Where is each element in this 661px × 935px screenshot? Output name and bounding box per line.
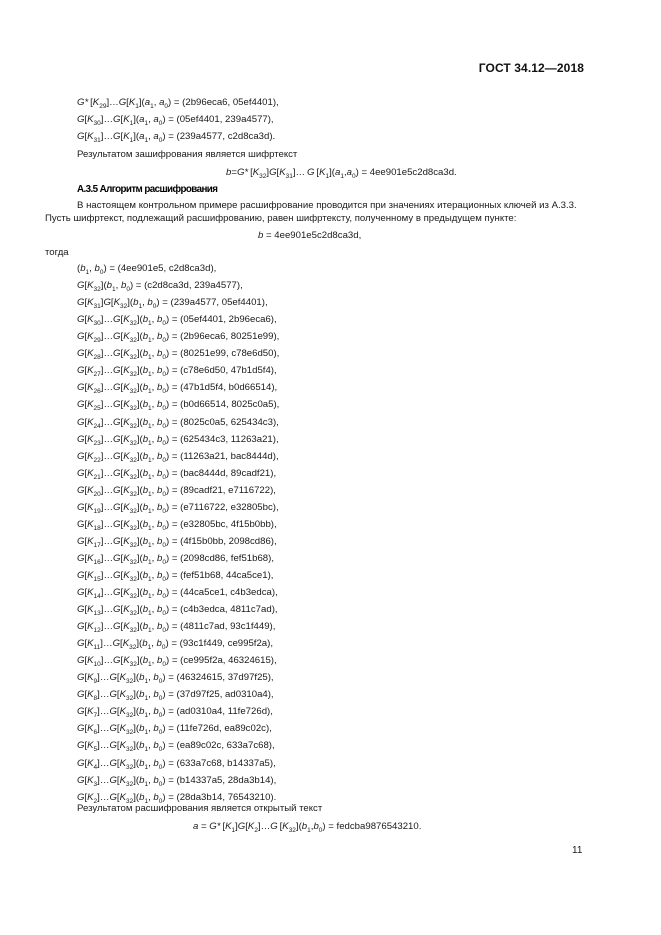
- ciphertext-value: b = 4ee901e5c2d8ca3d,: [258, 230, 362, 241]
- encryption-result-intro: Результатом зашифрования является шифртекст: [77, 149, 298, 160]
- section-paragraph-2: Пусть шифртекст, подлежащий расшифрованию, равен шифртексту, полученному в предыдущем пункте:: [45, 213, 517, 224]
- decryption-step: $G[K_5]\dots G[K_{32}](b_1$, $b_0) = (ea89c02c$, 633a7c68),: [77, 740, 275, 754]
- decryption-step: $G[K_{21}]\dots G[K_{32}](b_1$, $b_0) = (bac8444d$, 89cadf21),: [77, 467, 277, 481]
- decryption-step: $G[K_9]\dots G[K_{32}](b_1$, $b_0) = (46324615$, 37d97f25),: [77, 672, 274, 686]
- encryption-step-30: $G[K_{30}]\dots G[K_1](a_1$, $a_0) = (05ef4401$, 239a4577),: [77, 114, 274, 127]
- decryption-step: $G[K_8]\dots G[K_{32}](b_1$, $b_0) = (37d97f25$, ad0310a4),: [77, 689, 274, 703]
- then-label: тогда: [45, 247, 69, 258]
- decryption-step: $G[K_{16}]\dots G[K_{32}](b_1$, $b_0) = (2098cd86$, fef51b68),: [77, 552, 275, 566]
- decryption-step: $G[K_{25}]\dots G[K_{32}](b_1$, $b_0) = (b0d66514$, 8025c0a5),: [77, 399, 280, 413]
- decryption-step: $G[K_{19}]\dots G[K_{32}](b_1$, $b_0) = (e7116722$, e32805bc),: [77, 501, 279, 515]
- section-paragraph-1: В настоящем контрольном примере расшифрование проводится при значениях итерационных ключей из А.3.3.: [77, 200, 577, 211]
- decryption-step: $G[K_{31}]G[K_{32}](b_1$, $b_0) = (239a4577$, 05ef4401),: [77, 297, 268, 311]
- decryption-step: $G[K_{20}]\dots G[K_{32}](b_1$, $b_0$) = (89cadf21, e7116722),: [77, 484, 276, 498]
- decryption-step: $G[K_{17}]\dots G[K_{32}](b_1$, $b_0) = (4f15b0bb$, 2098cd86),: [77, 535, 277, 549]
- encryption-step-31: $G[K_{31}]\dots G[K_1](a_1$, $a_0) = (239a4577$, c2d8ca3d).: [77, 131, 276, 144]
- page-number: 11: [572, 845, 583, 856]
- decryption-step: $G[K_{10}]\dots G[K_{32}](b_1$, $b_0) = (ce995f2a$, 46324615),: [77, 655, 277, 669]
- decryption-step: $G[K_{15}]\dots G[K_{32}](b_1$, $b_0) = (fef51b68$, 44ca5ce1),: [77, 569, 274, 583]
- decryption-step: $G[K_4]\dots G[K_{32}](b_1$, $b_0) = (633a7c68$, b14337a5),: [77, 757, 276, 771]
- decryption-result-intro: Результатом расшифрования является открытый текст: [77, 803, 323, 814]
- decryption-step: ($b_1$, $b_0) = (4ee901e5$, c2d8ca3d),: [77, 263, 217, 276]
- decryption-step: $G[K_{29}]\dots G[K_{32}](b_1$, $b_0) = (2b96eca6$, 80251e99),: [77, 331, 280, 345]
- decryption-step: $G[K_{18}]\dots G[K_{32}](b_1$, $b_0) = (e32805bc$, 4f15b0bb),: [77, 518, 277, 532]
- decryption-step: $G[K_{23}]\dots G[K_{32}](b_1$, $b_0) = (625434c3$, 11263a21),: [77, 433, 279, 447]
- decryption-step: $G[K_{26}]\dots G[K_{32}](b_1$, $b_0) = (47b1d5f4$, b0d66514),: [77, 382, 278, 396]
- decryption-step: $G[K_{32}](b_1$, $b_0) = (c2d8ca3d$, 239a4577),: [77, 280, 243, 294]
- decryption-step: $G[K_{22}]\dots G[K_{32}](b_1$, $b_0) = (11263a21$, bac8444d),: [77, 450, 279, 464]
- decryption-step: $G[K_{11}]\dots G[K_{32}](b_1$, $b_0) = (93c1f449$, ce995f2a),: [77, 638, 273, 652]
- decryption-step: $G[K_{12}]\dots G[K_{32}](b_1$, $b_0) = (4811c7ad$, 93c1f449),: [77, 621, 276, 634]
- decryption-step: $G[K_2]\dots G[K_{32}](b_1$, $b_0) = (28da3b14$, 76543210).: [77, 791, 277, 805]
- decryption-step: $G[K_{14}]\dots G[K_{32}](b_1$, $b_0) = (44ca5ce1$, c4b3edca),: [77, 587, 278, 600]
- decryption-step: $G[K_{30}]\dots G[K_{32}](b_1$, $b_0) = (05ef4401$, 2b96eca6),: [77, 314, 277, 328]
- decryption-step: $G[K_6]\dots G[K_{32}](b_1$, $b_0) = (11fe726d$, ea89c02c),: [77, 723, 272, 737]
- decryption-step: $G[K_{13}]\dots G[K_{32}](b_1$, $b_0$) = (c4b3edca, 4811c7ad),: [77, 604, 278, 617]
- decryption-step: $G[K_{27}]\dots G[K_{32}](b_1$, $b_0) = (c78e6d50$, 47b1d5f4),: [77, 365, 277, 379]
- decryption-result-formula: a = G* $[K_1]G[K_2]\dots G$ $[K_{32}](b_1,b_0)$ = fedcba9876543210.: [193, 821, 422, 834]
- section-heading: А.3.5 Алгоритм расшифрования: [77, 184, 218, 195]
- standard-header: ГОСТ 34.12—2018: [478, 61, 584, 75]
- decryption-step: $G[K_7]\dots G[K_{32}](b_1$, $b_0) = (ad0310a4$, 11fe726d),: [77, 706, 273, 720]
- encryption-step-29: G* $[K_{29}]\dots G[K_1](a_1$, $a_0) = (2b96eca6$, 05ef4401),: [77, 97, 279, 110]
- encryption-result-formula: b=G* $[K_{32}]G[K_{31}]\dots$ G $[K_1](a_1,a_0) = 4ee901e5c2d8ca3d$.: [226, 167, 457, 180]
- decryption-step: $G[K_{28}]\dots G[K_{32}](b_1$, $b_0) = (80251e99$, c78e6d50),: [77, 348, 280, 362]
- decryption-step: $G[K_3]\dots G[K_{32}](b_1$, $b_0) = (b14337a5$, 28da3b14),: [77, 774, 277, 788]
- decryption-step: $G[K_{24}]\dots G[K_{32}](b_1$, $b_0) = (8025c0a5$, 625434c3),: [77, 416, 279, 430]
